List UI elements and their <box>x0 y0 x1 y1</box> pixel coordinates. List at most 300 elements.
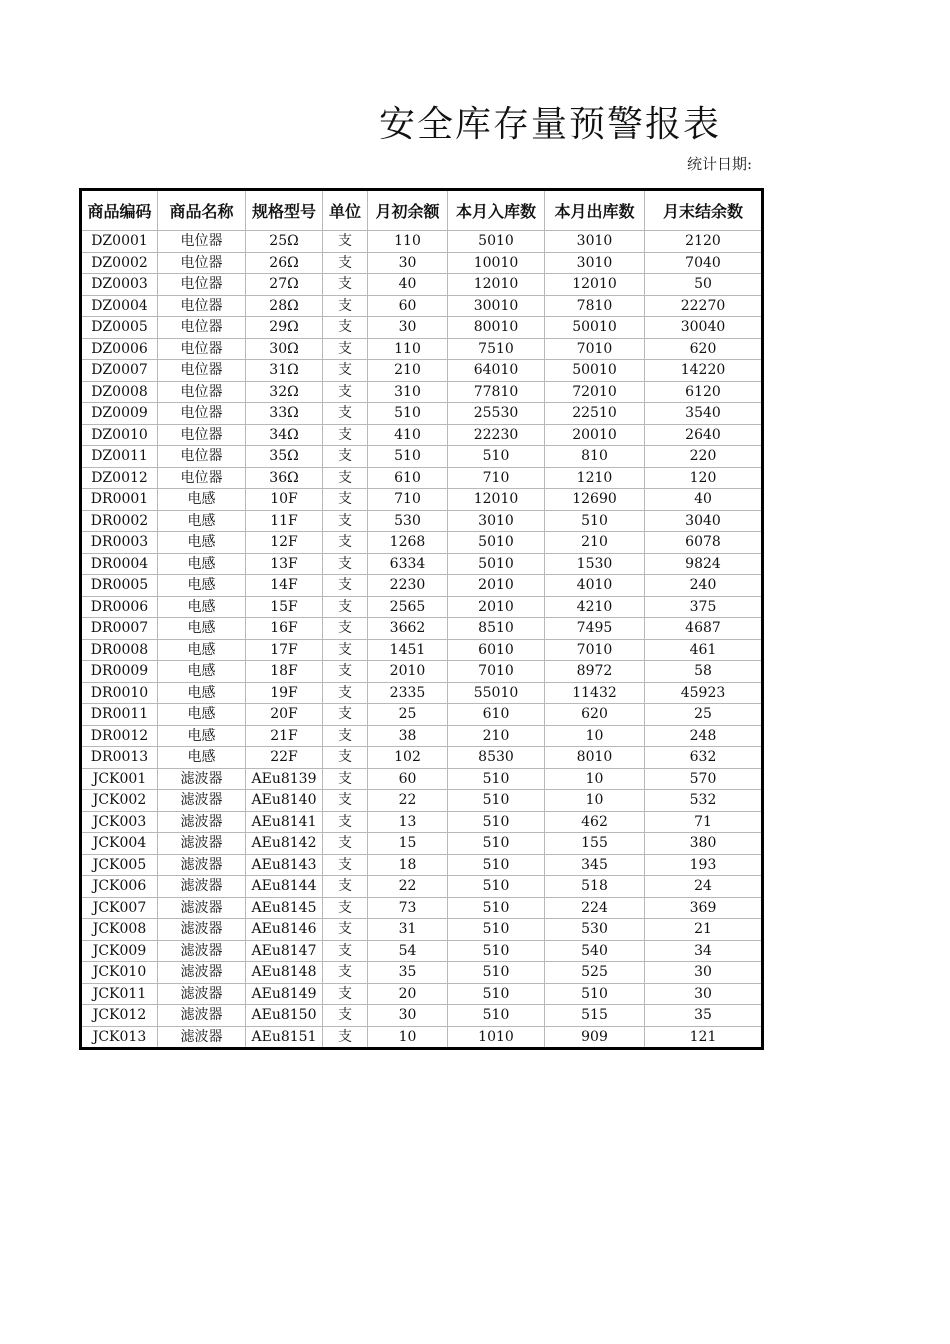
cell-unit: 支 <box>323 682 368 704</box>
cell-unit: 支 <box>323 639 368 661</box>
cell-name: 滤波器 <box>158 768 246 790</box>
cell-closing: 35 <box>645 1005 763 1027</box>
table-row <box>81 811 763 833</box>
cell-outbound: 210 <box>545 532 645 554</box>
cell-closing: 3540 <box>645 403 763 425</box>
cell-closing: 2640 <box>645 424 763 446</box>
cell-unit: 支 <box>323 661 368 683</box>
cell-name: 电感 <box>158 725 246 747</box>
cell-spec: AEu8144 <box>246 876 323 898</box>
cell-spec: 34Ω <box>246 424 323 446</box>
cell-inbound: 2010 <box>448 575 545 597</box>
cell-inbound: 510 <box>448 962 545 984</box>
cell-opening: 22 <box>368 790 448 812</box>
cell-closing: 375 <box>645 596 763 618</box>
cell-name: 电感 <box>158 618 246 640</box>
cell-inbound: 510 <box>448 811 545 833</box>
cell-code: DZ0012 <box>81 467 158 489</box>
cell-outbound: 8010 <box>545 747 645 769</box>
cell-code: DZ0010 <box>81 424 158 446</box>
cell-name: 电感 <box>158 682 246 704</box>
cell-spec: 35Ω <box>246 446 323 468</box>
cell-code: JCK003 <box>81 811 158 833</box>
cell-opening: 54 <box>368 940 448 962</box>
table-row <box>81 661 763 683</box>
cell-name: 滤波器 <box>158 876 246 898</box>
cell-opening: 30 <box>368 1005 448 1027</box>
cell-opening: 2335 <box>368 682 448 704</box>
table-row <box>81 446 763 468</box>
cell-name: 滤波器 <box>158 811 246 833</box>
cell-closing: 9824 <box>645 553 763 575</box>
inventory-table <box>79 188 764 1050</box>
cell-unit: 支 <box>323 489 368 511</box>
cell-spec: 20F <box>246 704 323 726</box>
cell-outbound: 10 <box>545 725 645 747</box>
cell-inbound: 510 <box>448 833 545 855</box>
cell-code: DR0012 <box>81 725 158 747</box>
cell-inbound: 1010 <box>448 1026 545 1049</box>
cell-name: 滤波器 <box>158 833 246 855</box>
cell-outbound: 510 <box>545 510 645 532</box>
table-row <box>81 467 763 489</box>
cell-inbound: 77810 <box>448 381 545 403</box>
cell-outbound: 12010 <box>545 274 645 296</box>
cell-code: DZ0006 <box>81 338 158 360</box>
cell-spec: AEu8146 <box>246 919 323 941</box>
cell-opening: 30 <box>368 252 448 274</box>
cell-code: JCK010 <box>81 962 158 984</box>
cell-closing: 193 <box>645 854 763 876</box>
cell-spec: AEu8143 <box>246 854 323 876</box>
table-row <box>81 790 763 812</box>
table-row <box>81 360 763 382</box>
cell-code: DR0010 <box>81 682 158 704</box>
cell-unit: 支 <box>323 317 368 339</box>
stat-date-label: 统计日期: <box>686 155 752 173</box>
cell-closing: 30040 <box>645 317 763 339</box>
cell-name: 滤波器 <box>158 962 246 984</box>
cell-outbound: 540 <box>545 940 645 962</box>
cell-inbound: 64010 <box>448 360 545 382</box>
cell-inbound: 510 <box>448 854 545 876</box>
cell-closing: 40 <box>645 489 763 511</box>
cell-code: DR0011 <box>81 704 158 726</box>
col-header-outbound: 本月出库数 <box>545 190 645 231</box>
cell-unit: 支 <box>323 962 368 984</box>
cell-closing: 570 <box>645 768 763 790</box>
cell-name: 电位器 <box>158 317 246 339</box>
cell-spec: AEu8150 <box>246 1005 323 1027</box>
cell-outbound: 3010 <box>545 252 645 274</box>
table-row <box>81 940 763 962</box>
cell-spec: AEu8147 <box>246 940 323 962</box>
cell-inbound: 510 <box>448 876 545 898</box>
cell-closing: 620 <box>645 338 763 360</box>
cell-name: 电位器 <box>158 231 246 253</box>
cell-outbound: 155 <box>545 833 645 855</box>
cell-unit: 支 <box>323 1026 368 1049</box>
cell-unit: 支 <box>323 446 368 468</box>
cell-opening: 30 <box>368 317 448 339</box>
cell-outbound: 7010 <box>545 639 645 661</box>
cell-outbound: 10 <box>545 768 645 790</box>
cell-unit: 支 <box>323 252 368 274</box>
cell-outbound: 10 <box>545 790 645 812</box>
cell-code: JCK012 <box>81 1005 158 1027</box>
cell-spec: 12F <box>246 532 323 554</box>
cell-spec: 15F <box>246 596 323 618</box>
cell-spec: 11F <box>246 510 323 532</box>
cell-spec: AEu8145 <box>246 897 323 919</box>
cell-outbound: 8972 <box>545 661 645 683</box>
cell-spec: 26Ω <box>246 252 323 274</box>
cell-closing: 6078 <box>645 532 763 554</box>
cell-spec: 13F <box>246 553 323 575</box>
table-row <box>81 682 763 704</box>
cell-code: DZ0003 <box>81 274 158 296</box>
cell-unit: 支 <box>323 532 368 554</box>
col-header-name: 商品名称 <box>158 190 246 231</box>
cell-opening: 25 <box>368 704 448 726</box>
cell-closing: 24 <box>645 876 763 898</box>
cell-inbound: 5010 <box>448 553 545 575</box>
cell-code: JCK001 <box>81 768 158 790</box>
cell-spec: 29Ω <box>246 317 323 339</box>
cell-opening: 410 <box>368 424 448 446</box>
cell-spec: AEu8139 <box>246 768 323 790</box>
cell-opening: 6334 <box>368 553 448 575</box>
cell-name: 电位器 <box>158 446 246 468</box>
table-row <box>81 424 763 446</box>
cell-inbound: 22230 <box>448 424 545 446</box>
cell-code: JCK009 <box>81 940 158 962</box>
cell-code: DR0008 <box>81 639 158 661</box>
cell-name: 滤波器 <box>158 854 246 876</box>
cell-closing: 71 <box>645 811 763 833</box>
cell-code: DZ0007 <box>81 360 158 382</box>
cell-code: DR0004 <box>81 553 158 575</box>
cell-name: 电位器 <box>158 424 246 446</box>
cell-spec: AEu8151 <box>246 1026 323 1049</box>
cell-unit: 支 <box>323 403 368 425</box>
cell-code: JCK002 <box>81 790 158 812</box>
table-row <box>81 1005 763 1027</box>
cell-unit: 支 <box>323 1005 368 1027</box>
cell-opening: 510 <box>368 446 448 468</box>
cell-opening: 2230 <box>368 575 448 597</box>
cell-code: DR0002 <box>81 510 158 532</box>
cell-spec: 32Ω <box>246 381 323 403</box>
cell-inbound: 510 <box>448 790 545 812</box>
cell-outbound: 50010 <box>545 317 645 339</box>
col-header-spec: 规格型号 <box>246 190 323 231</box>
cell-opening: 2010 <box>368 661 448 683</box>
cell-unit: 支 <box>323 747 368 769</box>
cell-inbound: 5010 <box>448 231 545 253</box>
cell-name: 电感 <box>158 661 246 683</box>
cell-opening: 22 <box>368 876 448 898</box>
cell-name: 滤波器 <box>158 919 246 941</box>
cell-code: DR0005 <box>81 575 158 597</box>
cell-closing: 14220 <box>645 360 763 382</box>
cell-unit: 支 <box>323 553 368 575</box>
cell-opening: 1451 <box>368 639 448 661</box>
cell-unit: 支 <box>323 467 368 489</box>
cell-opening: 60 <box>368 295 448 317</box>
cell-closing: 6120 <box>645 381 763 403</box>
cell-name: 滤波器 <box>158 790 246 812</box>
cell-name: 电位器 <box>158 467 246 489</box>
cell-inbound: 510 <box>448 919 545 941</box>
cell-spec: 14F <box>246 575 323 597</box>
cell-unit: 支 <box>323 618 368 640</box>
cell-unit: 支 <box>323 919 368 941</box>
col-header-code: 商品编码 <box>81 190 158 231</box>
cell-inbound: 5010 <box>448 532 545 554</box>
cell-opening: 2565 <box>368 596 448 618</box>
table-body <box>81 231 763 1049</box>
cell-outbound: 7010 <box>545 338 645 360</box>
cell-outbound: 1210 <box>545 467 645 489</box>
cell-closing: 45923 <box>645 682 763 704</box>
table-row <box>81 381 763 403</box>
cell-outbound: 515 <box>545 1005 645 1027</box>
cell-name: 电位器 <box>158 252 246 274</box>
cell-outbound: 11432 <box>545 682 645 704</box>
cell-closing: 380 <box>645 833 763 855</box>
cell-opening: 20 <box>368 983 448 1005</box>
cell-code: DZ0009 <box>81 403 158 425</box>
cell-name: 电感 <box>158 575 246 597</box>
cell-inbound: 610 <box>448 704 545 726</box>
cell-inbound: 510 <box>448 446 545 468</box>
cell-opening: 60 <box>368 768 448 790</box>
cell-code: JCK013 <box>81 1026 158 1049</box>
cell-outbound: 12690 <box>545 489 645 511</box>
cell-unit: 支 <box>323 833 368 855</box>
cell-outbound: 50010 <box>545 360 645 382</box>
cell-closing: 58 <box>645 661 763 683</box>
table-row <box>81 704 763 726</box>
cell-closing: 220 <box>645 446 763 468</box>
cell-closing: 30 <box>645 983 763 1005</box>
cell-spec: 18F <box>246 661 323 683</box>
table-header-row <box>81 190 763 231</box>
cell-inbound: 8530 <box>448 747 545 769</box>
cell-name: 电位器 <box>158 295 246 317</box>
table-row <box>81 231 763 253</box>
table-row <box>81 639 763 661</box>
cell-inbound: 25530 <box>448 403 545 425</box>
cell-inbound: 510 <box>448 983 545 1005</box>
cell-outbound: 7495 <box>545 618 645 640</box>
table-row <box>81 338 763 360</box>
cell-outbound: 345 <box>545 854 645 876</box>
cell-inbound: 510 <box>448 1005 545 1027</box>
cell-unit: 支 <box>323 725 368 747</box>
table-row <box>81 983 763 1005</box>
cell-spec: 21F <box>246 725 323 747</box>
cell-closing: 121 <box>645 1026 763 1049</box>
cell-spec: 36Ω <box>246 467 323 489</box>
cell-closing: 240 <box>645 575 763 597</box>
cell-closing: 532 <box>645 790 763 812</box>
cell-inbound: 710 <box>448 467 545 489</box>
cell-inbound: 510 <box>448 897 545 919</box>
col-header-inbound: 本月入库数 <box>448 190 545 231</box>
cell-opening: 35 <box>368 962 448 984</box>
cell-opening: 13 <box>368 811 448 833</box>
cell-code: DR0009 <box>81 661 158 683</box>
cell-name: 电位器 <box>158 274 246 296</box>
cell-name: 电位器 <box>158 381 246 403</box>
cell-spec: 25Ω <box>246 231 323 253</box>
cell-spec: 30Ω <box>246 338 323 360</box>
cell-spec: 17F <box>246 639 323 661</box>
cell-closing: 34 <box>645 940 763 962</box>
cell-unit: 支 <box>323 983 368 1005</box>
cell-unit: 支 <box>323 575 368 597</box>
cell-inbound: 30010 <box>448 295 545 317</box>
cell-opening: 73 <box>368 897 448 919</box>
cell-name: 滤波器 <box>158 983 246 1005</box>
cell-inbound: 7510 <box>448 338 545 360</box>
cell-outbound: 810 <box>545 446 645 468</box>
cell-spec: AEu8142 <box>246 833 323 855</box>
cell-closing: 632 <box>645 747 763 769</box>
cell-inbound: 510 <box>448 940 545 962</box>
cell-name: 电感 <box>158 489 246 511</box>
cell-closing: 22270 <box>645 295 763 317</box>
cell-code: JCK008 <box>81 919 158 941</box>
cell-opening: 10 <box>368 1026 448 1049</box>
cell-code: DZ0002 <box>81 252 158 274</box>
cell-spec: AEu8141 <box>246 811 323 833</box>
cell-inbound: 2010 <box>448 596 545 618</box>
cell-code: DZ0008 <box>81 381 158 403</box>
cell-code: DZ0001 <box>81 231 158 253</box>
cell-closing: 30 <box>645 962 763 984</box>
cell-closing: 369 <box>645 897 763 919</box>
cell-opening: 510 <box>368 403 448 425</box>
cell-code: DZ0004 <box>81 295 158 317</box>
cell-spec: 16F <box>246 618 323 640</box>
cell-opening: 102 <box>368 747 448 769</box>
cell-name: 电位器 <box>158 338 246 360</box>
table-row <box>81 876 763 898</box>
cell-spec: 28Ω <box>246 295 323 317</box>
table-row <box>81 725 763 747</box>
table-row <box>81 317 763 339</box>
cell-opening: 31 <box>368 919 448 941</box>
cell-code: DR0003 <box>81 532 158 554</box>
cell-closing: 21 <box>645 919 763 941</box>
cell-opening: 1268 <box>368 532 448 554</box>
cell-name: 电感 <box>158 510 246 532</box>
cell-name: 电感 <box>158 639 246 661</box>
cell-inbound: 10010 <box>448 252 545 274</box>
cell-outbound: 3010 <box>545 231 645 253</box>
cell-name: 电感 <box>158 532 246 554</box>
cell-unit: 支 <box>323 295 368 317</box>
table-row <box>81 747 763 769</box>
cell-closing: 461 <box>645 639 763 661</box>
cell-code: JCK007 <box>81 897 158 919</box>
cell-opening: 15 <box>368 833 448 855</box>
table-row <box>81 553 763 575</box>
cell-code: DR0007 <box>81 618 158 640</box>
cell-spec: 10F <box>246 489 323 511</box>
cell-inbound: 210 <box>448 725 545 747</box>
cell-inbound: 12010 <box>448 274 545 296</box>
table-row <box>81 768 763 790</box>
table-row <box>81 618 763 640</box>
cell-name: 滤波器 <box>158 1005 246 1027</box>
cell-outbound: 20010 <box>545 424 645 446</box>
cell-closing: 3040 <box>645 510 763 532</box>
cell-outbound: 525 <box>545 962 645 984</box>
cell-unit: 支 <box>323 790 368 812</box>
col-header-unit: 单位 <box>323 190 368 231</box>
cell-unit: 支 <box>323 424 368 446</box>
cell-code: DR0006 <box>81 596 158 618</box>
cell-closing: 25 <box>645 704 763 726</box>
cell-spec: 22F <box>246 747 323 769</box>
cell-outbound: 4210 <box>545 596 645 618</box>
cell-opening: 38 <box>368 725 448 747</box>
cell-inbound: 6010 <box>448 639 545 661</box>
cell-name: 电位器 <box>158 403 246 425</box>
cell-inbound: 510 <box>448 768 545 790</box>
cell-unit: 支 <box>323 381 368 403</box>
cell-unit: 支 <box>323 338 368 360</box>
cell-closing: 50 <box>645 274 763 296</box>
table-row <box>81 897 763 919</box>
cell-opening: 110 <box>368 231 448 253</box>
cell-code: DR0013 <box>81 747 158 769</box>
col-header-opening: 月初余额 <box>368 190 448 231</box>
cell-opening: 610 <box>368 467 448 489</box>
cell-inbound: 3010 <box>448 510 545 532</box>
cell-opening: 18 <box>368 854 448 876</box>
cell-closing: 248 <box>645 725 763 747</box>
cell-outbound: 530 <box>545 919 645 941</box>
cell-spec: 19F <box>246 682 323 704</box>
cell-outbound: 909 <box>545 1026 645 1049</box>
cell-unit: 支 <box>323 231 368 253</box>
cell-opening: 40 <box>368 274 448 296</box>
cell-inbound: 12010 <box>448 489 545 511</box>
cell-inbound: 8510 <box>448 618 545 640</box>
cell-code: JCK004 <box>81 833 158 855</box>
table-row <box>81 403 763 425</box>
table-row <box>81 510 763 532</box>
table-row <box>81 489 763 511</box>
cell-opening: 710 <box>368 489 448 511</box>
cell-spec: 33Ω <box>246 403 323 425</box>
cell-outbound: 518 <box>545 876 645 898</box>
cell-code: DZ0011 <box>81 446 158 468</box>
cell-outbound: 4010 <box>545 575 645 597</box>
cell-name: 电感 <box>158 596 246 618</box>
cell-closing: 7040 <box>645 252 763 274</box>
cell-unit: 支 <box>323 854 368 876</box>
table-row <box>81 833 763 855</box>
table-row <box>81 1026 763 1049</box>
table-row <box>81 854 763 876</box>
cell-spec: AEu8148 <box>246 962 323 984</box>
